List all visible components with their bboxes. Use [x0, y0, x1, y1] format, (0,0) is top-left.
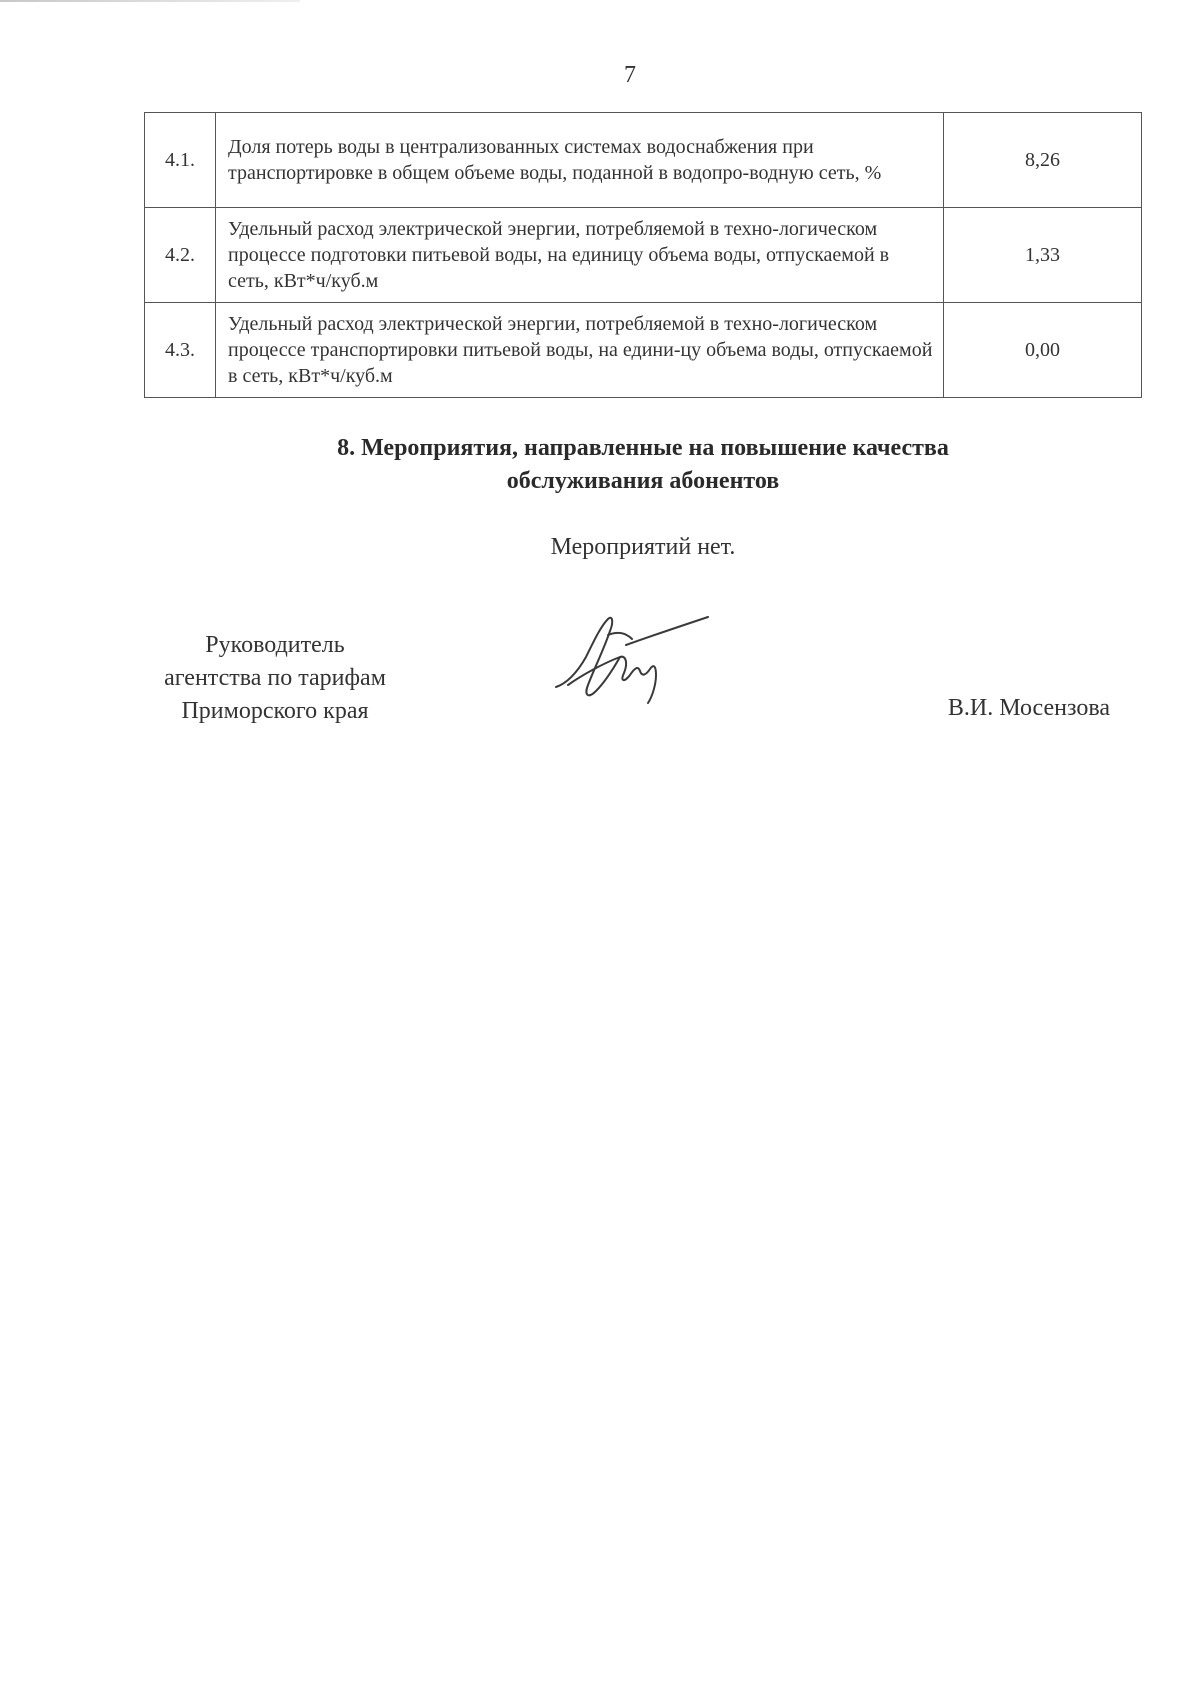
signer-title-line: агентства по тарифам: [164, 665, 386, 691]
indicators-table: [144, 112, 1142, 398]
table-row: [145, 303, 1142, 398]
indicator-description: Удельный расход электрической энергии, потребляемой в техно-логическом процессе транспортировки питьевой воды, на едини-цу объема воды, отпускаемой в сеть, кВт*ч/куб.м: [216, 303, 944, 398]
section-heading: [144, 432, 1142, 498]
indicator-description: Доля потерь воды в централизованных системах водоснабжения при транспортировке в общем объеме воды, поданной в водопро-водную сеть, %: [216, 113, 944, 208]
section-heading-line: обслуживания абонентов: [506, 468, 780, 494]
row-number: 4.3.: [145, 303, 216, 398]
indicator-description: Удельный расход электрической энергии, потребляемой в техно-логическом процессе подготовки питьевой воды, на единицу объема воды, отпускаемой в сеть, кВт*ч/куб.м: [216, 208, 944, 303]
page-number: 7: [624, 62, 636, 88]
table-row: [145, 113, 1142, 208]
section-text: Мероприятий нет.: [550, 534, 736, 560]
signer-title: [130, 629, 420, 728]
indicator-value: 8,26: [944, 113, 1142, 208]
indicator-value: 1,33: [944, 208, 1142, 303]
row-number: 4.2.: [145, 208, 216, 303]
handwritten-signature: [548, 605, 738, 725]
signer-title-line: Руководитель: [205, 632, 345, 658]
signer-title-line: Приморского края: [181, 698, 369, 724]
table-row: [145, 208, 1142, 303]
signer-name: В.И. Мосензова: [947, 695, 1110, 721]
section-heading-line: 8. Мероприятия, направленные на повышение качества: [337, 435, 949, 461]
scan-edge-mark: [0, 0, 300, 2]
indicator-value: 0,00: [944, 303, 1142, 398]
row-number: 4.1.: [145, 113, 216, 208]
